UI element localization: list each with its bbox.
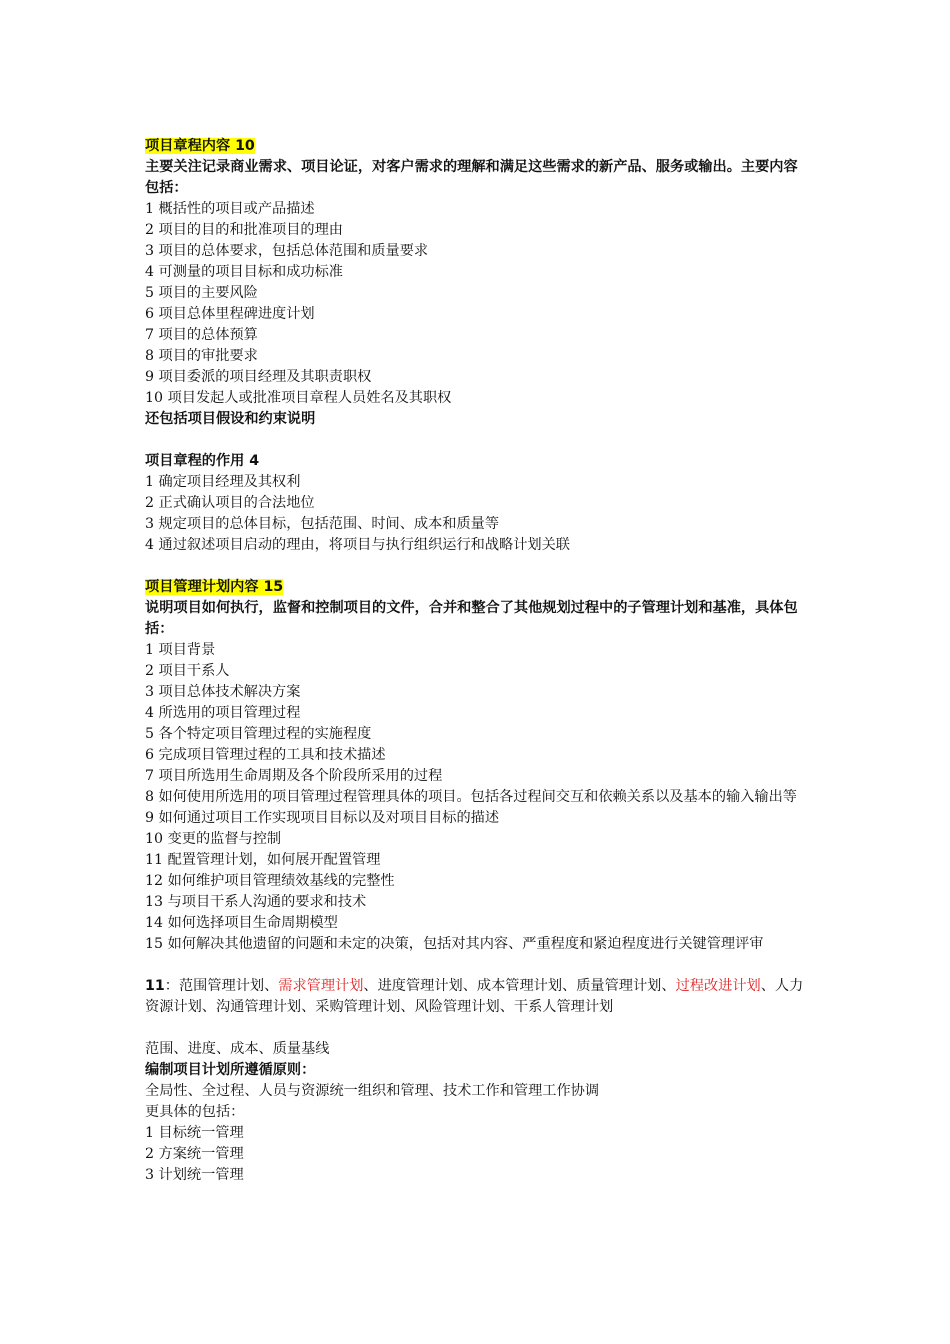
section3-intro: 说明项目如何执行，监督和控制项目的文件，合并和整合了其他规划过程中的子管理计划和基准，具体包括： xyxy=(145,600,798,637)
section3-item-12: 12 如何维护项目管理绩效基线的完整性 xyxy=(145,873,395,889)
section4-item-1: 1 目标统一管理 xyxy=(145,1125,244,1141)
section3-item-3: 3 项目总体技术解决方案 xyxy=(145,684,301,700)
process-improvement-plan-highlight: 过程改进计划 xyxy=(675,978,761,994)
sub-plans-segment-5: 、人力资源计划、沟通管理计划、采购管理计划、风险管理计划、干系人管理计划 xyxy=(145,978,804,1015)
section1-footer: 还包括项目假设和约束说明 xyxy=(145,411,316,427)
sub-plans-paragraph xyxy=(145,976,810,1018)
section2-item-3: 3 规定项目的总体目标，包括范围、时间、成本和质量等 xyxy=(145,516,500,532)
section4-title: 编制项目计划所遵循原则： xyxy=(145,1062,316,1078)
section2-title: 项目章程的作用 4 xyxy=(145,453,260,469)
section3-item-6: 6 完成项目管理过程的工具和技术描述 xyxy=(145,747,386,763)
section2-item-1: 1 确定项目经理及其权利 xyxy=(145,474,301,490)
section1-item-5: 5 项目的主要风险 xyxy=(145,285,258,301)
section1-intro: 主要关注记录商业需求、项目论证，对客户需求的理解和满足这些需求的新产品、服务或输出。主要内容包括： xyxy=(145,159,798,196)
spacer xyxy=(145,556,810,577)
section1-heading xyxy=(145,136,810,157)
section4-item-2: 2 方案统一管理 xyxy=(145,1146,244,1162)
spacer xyxy=(145,955,810,976)
section1-item-8: 8 项目的审批要求 xyxy=(145,348,258,364)
section3-item-8: 8 如何使用所选用的项目管理过程管理具体的项目。包括各过程间交互和依赖关系以及基本的输入输出等 xyxy=(145,789,797,805)
section1-item-1: 1 概括性的项目或产品描述 xyxy=(145,201,315,217)
section3-item-9: 9 如何通过项目工作实现项目目标以及对项目目标的描述 xyxy=(145,810,500,826)
section3-item-14: 14 如何选择项目生命周期模型 xyxy=(145,915,338,931)
section2-item-4: 4 通过叙述项目启动的理由，将项目与执行组织运行和战略计划关联 xyxy=(145,537,570,553)
sub-plans-colon: ： xyxy=(164,978,179,994)
section1-item-7: 7 项目的总体预算 xyxy=(145,327,258,343)
section3-item-15: 15 如何解决其他遗留的问题和未定的决策，包括对其内容、严重程度和紧迫程度进行关键管理评审 xyxy=(145,936,764,952)
section3-item-1: 1 项目背景 xyxy=(145,642,216,658)
section1-item-3: 3 项目的总体要求，包括总体范围和质量要求 xyxy=(145,243,429,259)
section1-item-2: 2 项目的目的和批准项目的理由 xyxy=(145,222,343,238)
sub-plans-segment-3: 、进度管理计划、成本管理计划、质量管理计划、 xyxy=(363,978,676,994)
section1-item-10: 10 项目发起人或批准项目章程人员姓名及其职权 xyxy=(145,390,452,406)
spacer xyxy=(145,1018,810,1039)
section4-item-3: 3 计划统一管理 xyxy=(145,1167,244,1183)
section4-sub: 更具体的包括： xyxy=(145,1104,245,1120)
spacer xyxy=(145,430,810,451)
section1-title: 项目章程内容 10 xyxy=(145,138,255,154)
sub-plans-count: 11 xyxy=(145,978,165,994)
section3-item-2: 2 项目干系人 xyxy=(145,663,230,679)
section3-item-13: 13 与项目干系人沟通的要求和技术 xyxy=(145,894,367,910)
document-page xyxy=(145,136,810,1186)
section3-item-5: 5 各个特定项目管理过程的实施程度 xyxy=(145,726,372,742)
section3-item-10: 10 变更的监督与控制 xyxy=(145,831,282,847)
section4-summary: 全局性、全过程、人员与资源统一组织和管理、技术工作和管理工作协调 xyxy=(145,1083,600,1099)
section2-item-2: 2 正式确认项目的合法地位 xyxy=(145,495,315,511)
requirements-plan-highlight: 需求管理计划 xyxy=(278,978,364,994)
sub-plans-segment-1: 范围管理计划、 xyxy=(178,978,279,994)
section3-heading xyxy=(145,577,810,598)
baselines-text: 范围、进度、成本、质量基线 xyxy=(145,1041,330,1057)
section1-item-6: 6 项目总体里程碑进度计划 xyxy=(145,306,315,322)
section3-item-11: 11 配置管理计划，如何展开配置管理 xyxy=(145,852,381,868)
section3-item-4: 4 所选用的项目管理过程 xyxy=(145,705,301,721)
section3-item-7: 7 项目所选用生命周期及各个阶段所采用的过程 xyxy=(145,768,443,784)
section1-item-4: 4 可测量的项目目标和成功标准 xyxy=(145,264,343,280)
section1-item-9: 9 项目委派的项目经理及其职责职权 xyxy=(145,369,372,385)
section3-title: 项目管理计划内容 15 xyxy=(145,579,284,595)
